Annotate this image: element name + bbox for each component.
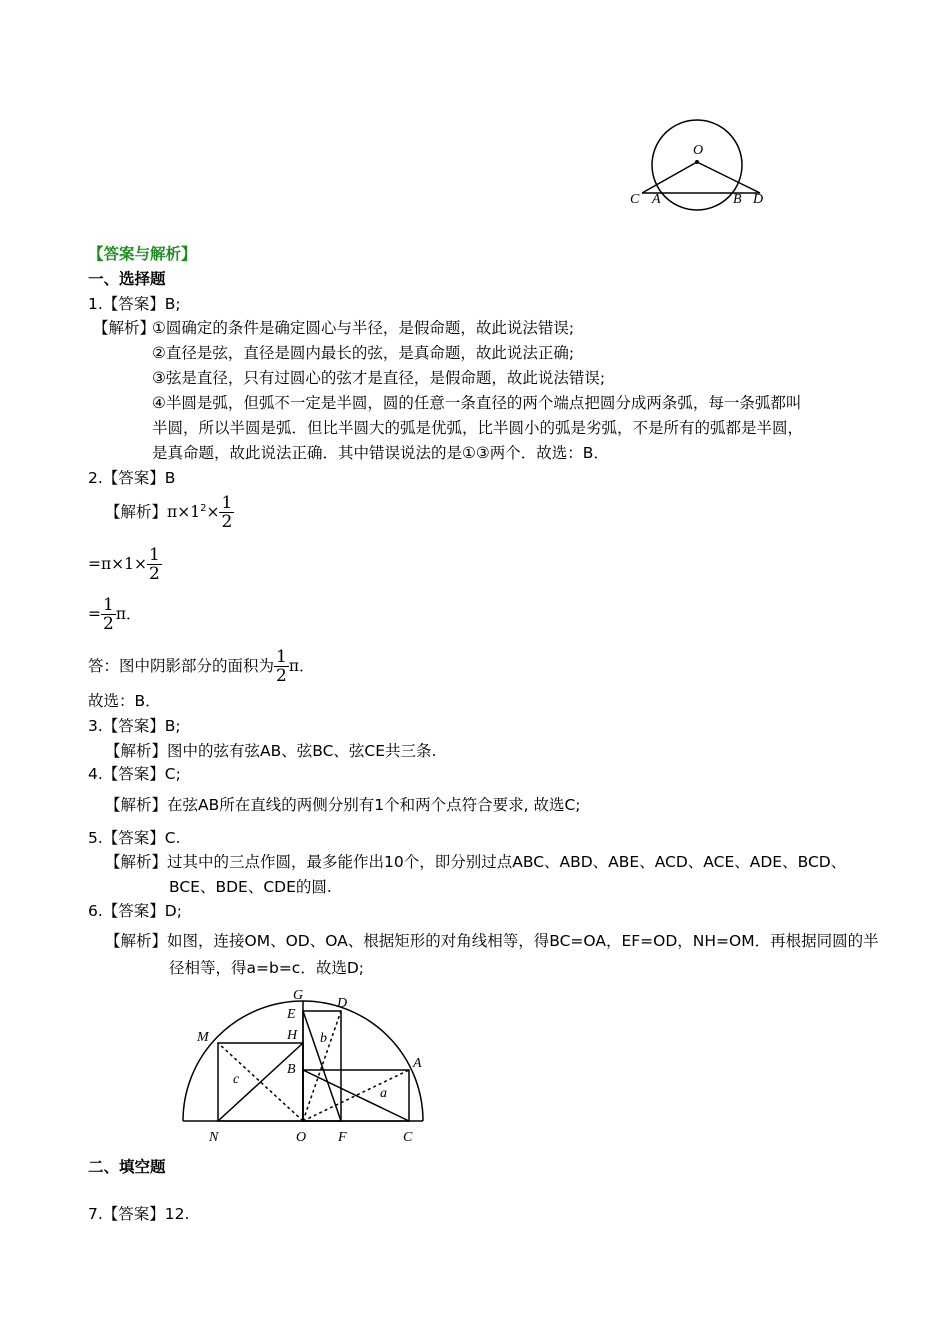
label-h: H — [287, 1028, 298, 1043]
q1-line-4: ④半圆是弧，但弧不一定是半圆，圆的任意一条直径的两个端点把圆分成两条弧，每一条弧都叫 — [152, 394, 802, 412]
label-c2: C — [403, 1130, 413, 1145]
q2-conclusion-suffix: π． — [288, 657, 315, 675]
line-od — [697, 162, 760, 193]
q3-answer: 3.【答案】B; — [88, 717, 181, 735]
q7-answer: 7.【答案】12. — [88, 1205, 190, 1223]
q1-analysis-label: 【解析】 — [93, 319, 156, 337]
label-e: E — [287, 1007, 296, 1022]
q2-fraction-1 — [219, 494, 234, 531]
frac-num: 1 — [103, 595, 114, 615]
frac-num: 1 — [149, 545, 160, 565]
q1-line-2: ②直径是弦，直径是圆内最长的弦，是真命题，故此说法正确; — [152, 344, 575, 362]
q5-analysis-2: BCE、BDE、CDE的圆. — [169, 878, 332, 896]
q1-line-3: ③弦是直径，只有过圆心的弦才是直径，是假命题，故此说法错误; — [152, 369, 606, 387]
q2-step1 — [105, 494, 234, 531]
q4-answer: 4.【答案】C; — [88, 765, 181, 783]
q2-choice: 故选：B． — [88, 692, 161, 710]
q2-exponent: 2 — [200, 502, 207, 514]
semicircle-figure — [175, 985, 440, 1147]
label-b: B — [733, 192, 742, 207]
q2-answer: 2.【答案】B — [88, 469, 176, 487]
q2-step3 — [88, 596, 142, 633]
frac-den: 2 — [149, 564, 160, 584]
q5-answer: 5.【答案】C. — [88, 829, 181, 847]
q2-expr2: =π×1× — [88, 555, 148, 573]
frac-den: 2 — [221, 512, 233, 532]
q2-expr1: π×1 — [167, 503, 201, 521]
center-dot — [695, 160, 699, 164]
q1-line-1: ①圆确定的条件是确定圆心与半径，是假命题，故此说法错误; — [152, 319, 575, 337]
q6-answer: 6.【答案】D; — [88, 902, 182, 920]
section-choice-heading: 一、选择题 — [88, 270, 166, 288]
label-o2: O — [296, 1130, 307, 1145]
frac-num: 1 — [276, 647, 287, 667]
q1-answer: 1.【答案】B; — [88, 295, 181, 313]
q4-analysis: 【解析】在弦AB所在直线的两侧分别有1个和两个点符合要求, 故选C; — [105, 796, 581, 814]
q2-conclusion-prefix: 答：图中阴影部分的面积为 — [88, 657, 275, 675]
label-a: A — [652, 192, 661, 207]
q2-fraction-3 — [101, 596, 116, 633]
line-oc — [642, 162, 697, 193]
q1-line-5: 半圆，所以半圆是弧．但比半圆大的弧是优弧，比半圆小的弧是劣弧，不是所有的弧都是半圆， — [152, 419, 804, 437]
section-fill-heading: 二、填空题 — [88, 1158, 166, 1176]
circle-chord-figure — [620, 110, 780, 220]
q3-analysis: 【解析】图中的弦有弦AB、弦BC、弦CE共三条. — [105, 742, 437, 760]
label-a-small: a — [380, 1086, 387, 1101]
q1-line-6: 是真命题，故此说法正确．其中错误说法的是①③两个．故选：B． — [152, 444, 609, 462]
label-m: M — [197, 1030, 209, 1045]
label-a2: A — [413, 1056, 422, 1071]
q2-step2 — [88, 546, 162, 583]
label-c-small: c — [233, 1072, 240, 1087]
q2-fraction-2 — [147, 546, 162, 583]
q2-expr3-prefix: = — [88, 605, 101, 623]
q2-fraction-4 — [274, 648, 289, 685]
label-g: G — [293, 988, 304, 1003]
label-b2: B — [287, 1062, 296, 1077]
q2-times: × — [206, 503, 220, 521]
label-d2: D — [337, 996, 348, 1011]
q2-analysis-label: 【解析】 — [105, 503, 168, 521]
label-c: C — [630, 192, 640, 207]
frac-num: 1 — [221, 493, 233, 513]
frac-den: 2 — [276, 666, 287, 686]
circle-outline — [652, 120, 742, 210]
q6-analysis-1: 【解析】如图，连接OM、OD、OA、根据矩形的对角线相等，得BC=OA，EF=OD，NH=OM．再根据同圆的半 — [105, 932, 879, 950]
label-f: F — [338, 1130, 347, 1145]
label-d: D — [753, 192, 764, 207]
diag-bc — [303, 1070, 409, 1121]
q2-conclusion — [88, 648, 315, 685]
q5-analysis-1: 【解析】过其中的三点作圆，最多能作出10个，即分别过点ABC、ABD、ABE、ACD、ACE、ADE、BCD、 — [105, 853, 847, 871]
q6-analysis-2: 径相等，得a=b=c．故选D; — [169, 959, 364, 977]
frac-den: 2 — [103, 614, 114, 634]
label-o: O — [693, 143, 704, 158]
label-b-small: b — [320, 1031, 327, 1046]
answers-heading: 【答案与解析】 — [88, 245, 197, 263]
label-n: N — [209, 1130, 219, 1145]
q2-expr3-suffix: π． — [115, 605, 142, 623]
